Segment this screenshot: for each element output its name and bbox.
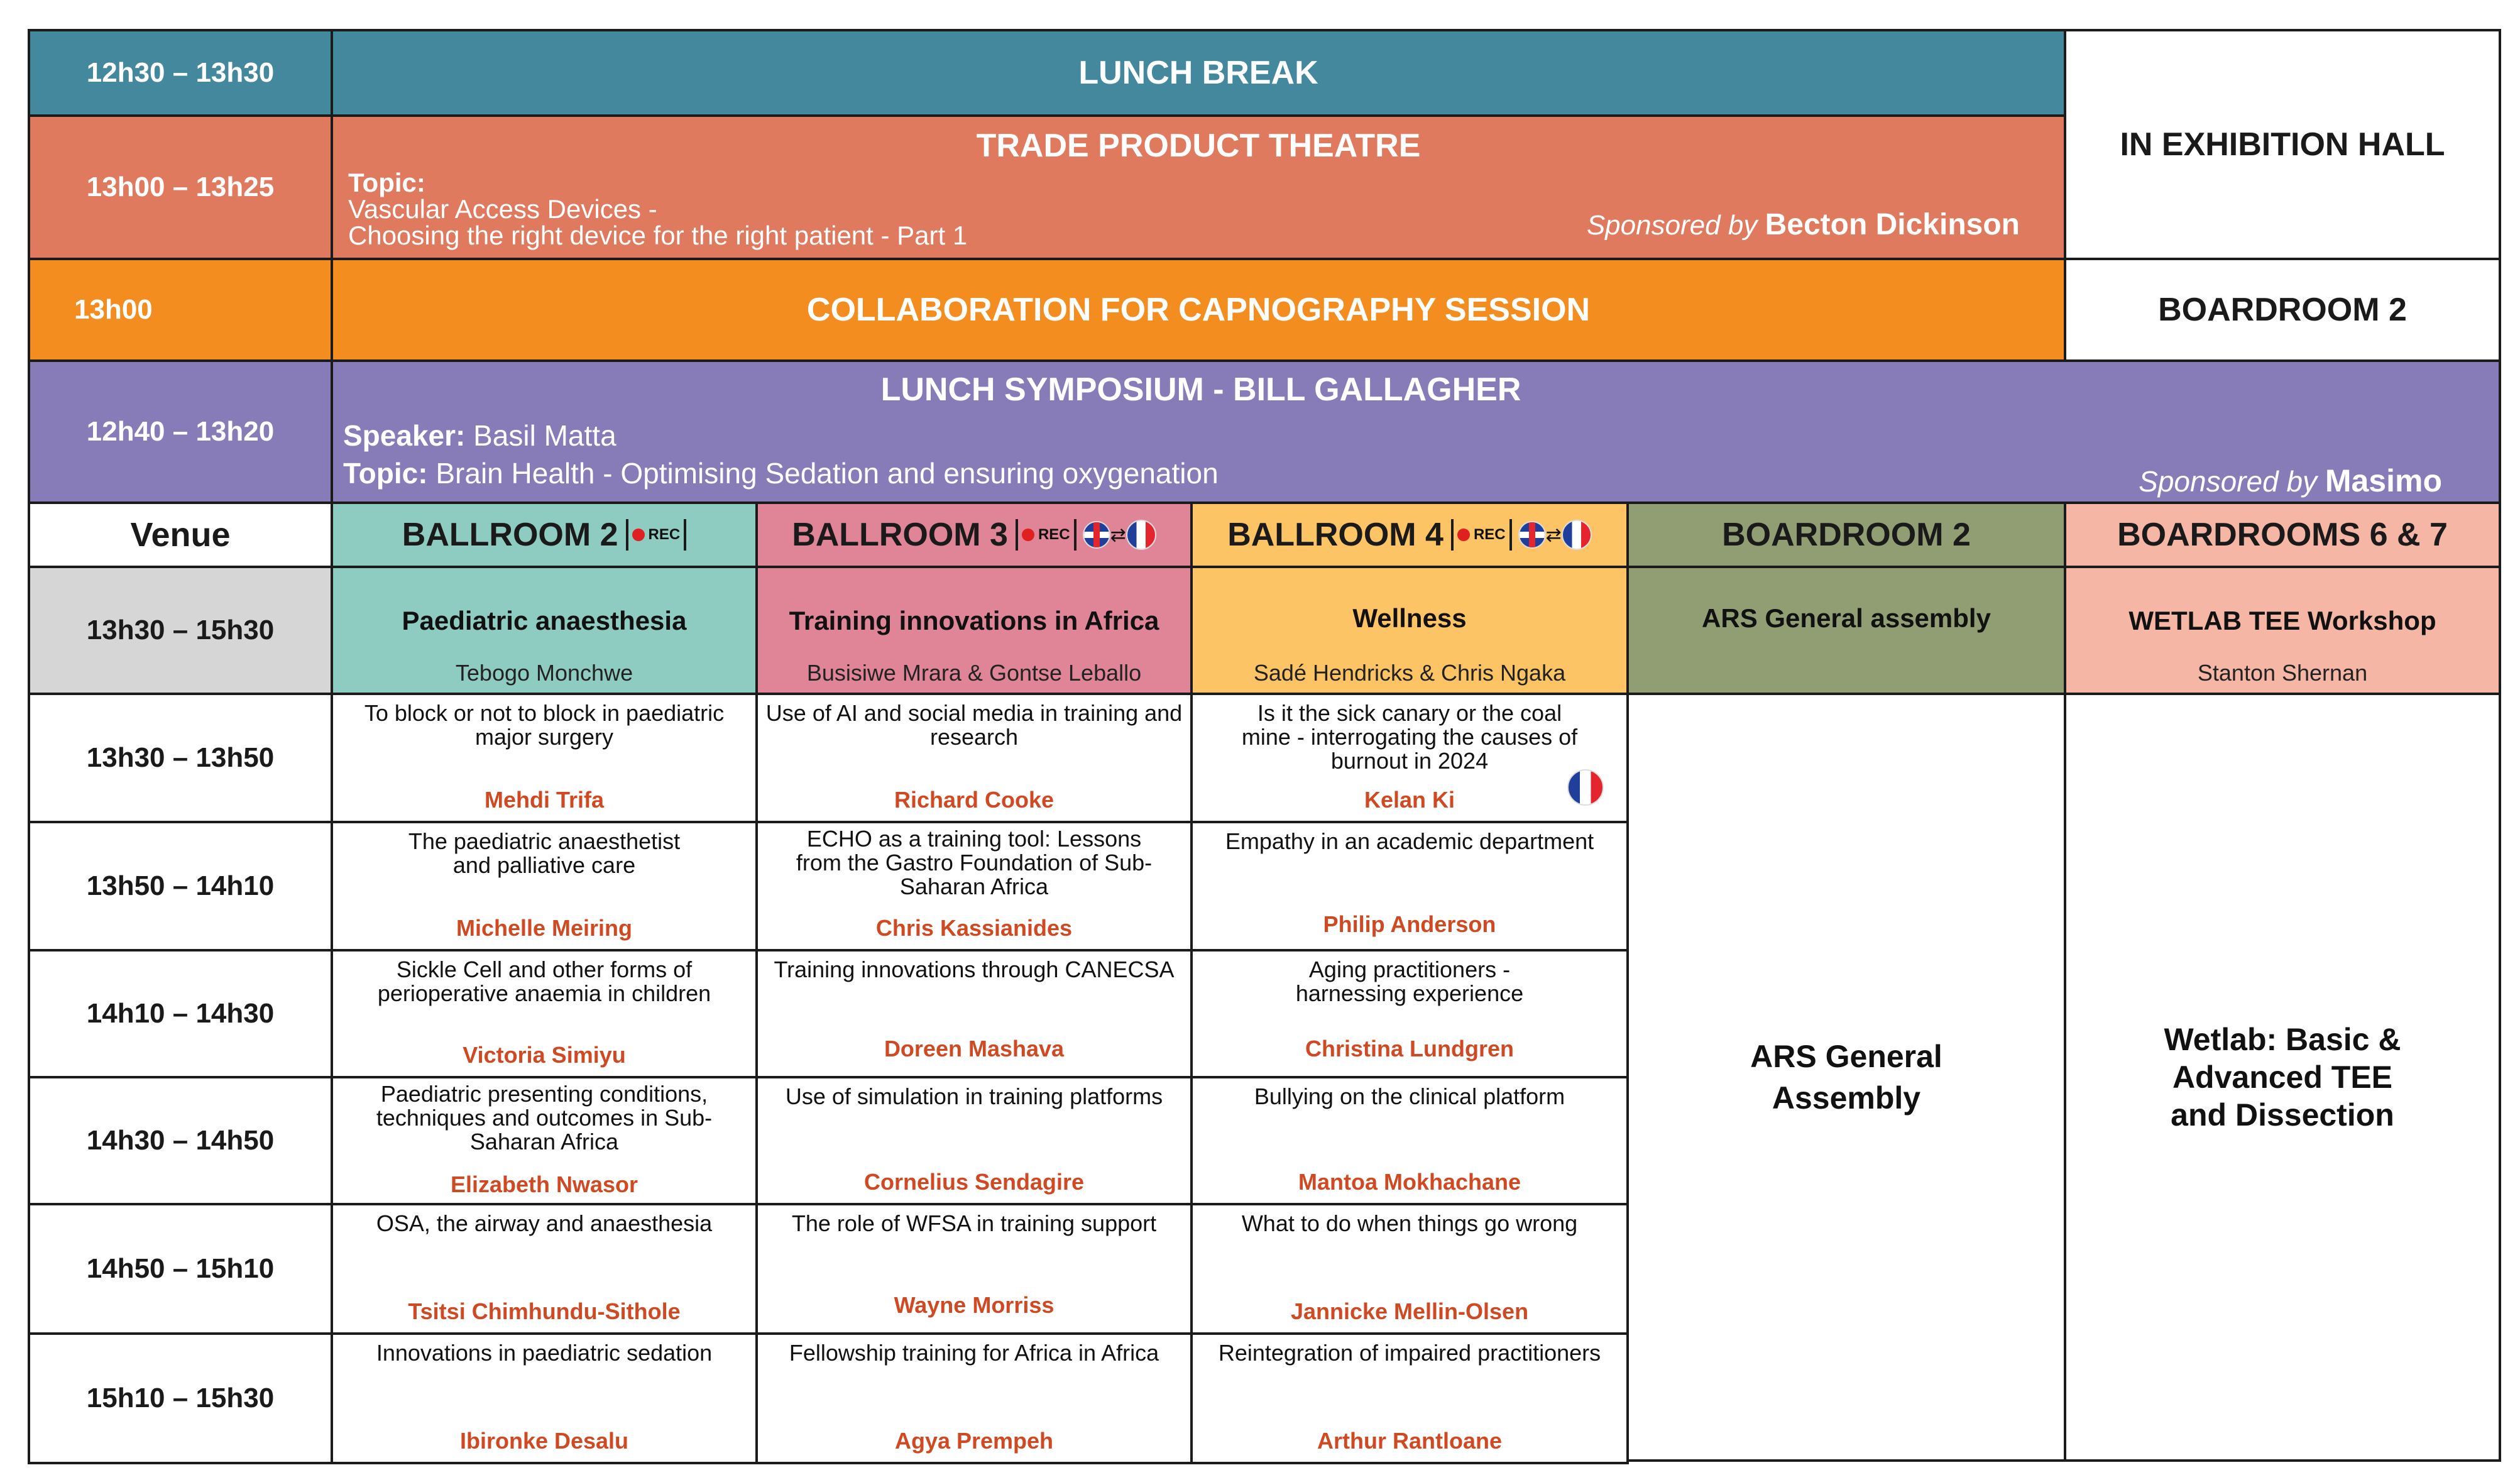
swap-arrow-icon: ⇄ — [1110, 524, 1126, 546]
talk-cell — [1190, 1076, 1629, 1205]
venue-ballroom-4 — [1190, 502, 1629, 568]
talk-speaker: Tsitsi Chimhundu-Sithole — [408, 1298, 681, 1324]
venue-label-cell — [28, 502, 333, 568]
talk-title: Bullying on the clinical platform — [1254, 1083, 1565, 1109]
talk-cell — [755, 693, 1193, 823]
slot-time-cell — [28, 949, 333, 1078]
translation-icon — [1083, 520, 1156, 550]
talk-cell — [331, 693, 758, 823]
talk-title: Training innovations through CANECSA — [774, 957, 1175, 982]
session-boardrooms-6-7 — [2064, 566, 2501, 695]
session-ballroom-3 — [755, 566, 1193, 695]
session-title: ARS General assembly — [1702, 603, 1991, 633]
talk-speaker: Mantoa Mokhachane — [1298, 1169, 1521, 1195]
trade-title: TRADE PRODUCT THEATRE — [976, 128, 1421, 164]
slot-time: 15h10 – 15h30 — [86, 1383, 275, 1413]
venue-ballroom-4-label: BALLROOM 4 — [1227, 517, 1444, 553]
talk-cell — [331, 1203, 758, 1335]
talk-cell — [1190, 821, 1629, 951]
rec-badge — [1016, 519, 1076, 551]
lunch-break-time-text: 12h30 – 13h30 — [86, 57, 275, 88]
capno-session-cell — [331, 258, 2066, 362]
talk-title: To block or not to block in paediatric major surgery — [364, 700, 725, 750]
venue-boardroom-2-label: BOARDROOM 2 — [1722, 517, 1971, 553]
talk-title: Paediatric presenting conditions, techniques and outcomes in Sub-Saharan Africa — [376, 1081, 713, 1154]
session-title: WETLAB TEE Workshop — [2128, 606, 2436, 635]
talk-speaker: Cornelius Sendagire — [863, 1169, 1085, 1195]
talk-cell — [331, 949, 758, 1078]
talk-speaker: Richard Cooke — [894, 787, 1055, 813]
talk-speaker: Philip Anderson — [1323, 911, 1496, 937]
talk-title: Reintegration of impaired practitioners — [1218, 1340, 1601, 1366]
exhibition-hall-label: IN EXHIBITION HALL — [2120, 126, 2445, 163]
session-title: Training innovations in Africa — [789, 606, 1159, 635]
venue-ballroom-3 — [755, 502, 1193, 568]
venue-label: Venue — [130, 516, 231, 554]
symposium-speaker — [343, 419, 616, 452]
venue-ballroom-3-label: BALLROOM 3 — [792, 517, 1008, 553]
capno-time-text: 13h00 — [74, 294, 153, 325]
trade-theatre-cell — [331, 114, 2066, 260]
slot-time: 14h50 – 15h10 — [86, 1253, 275, 1284]
rec-label: REC — [1038, 526, 1070, 543]
venue-boardrooms-6-7-label: BOARDROOMS 6 & 7 — [2117, 517, 2448, 553]
session-chair: Stanton Shernan — [2197, 660, 2368, 686]
symposium-speaker-name: Basil Matta — [473, 419, 616, 452]
france-flag-icon — [1567, 769, 1604, 806]
session-time: 13h30 – 15h30 — [86, 615, 275, 645]
talk-title: Use of simulation in training platforms — [785, 1083, 1163, 1109]
lunch-break-banner — [331, 29, 2066, 117]
session-chair: Tebogo Monchwe — [455, 660, 633, 686]
session-chair: Busisiwe Mrara & Gontse Leballo — [806, 660, 1142, 686]
trade-sponsor-name: Becton Dickinson — [1765, 208, 2020, 241]
talk-speaker: Chris Kassianides — [875, 915, 1073, 941]
session-title: Wellness — [1352, 603, 1467, 633]
trade-time — [28, 114, 333, 260]
slot-time: 13h30 – 13h50 — [86, 742, 275, 773]
wetlab-label: Wetlab: Basic & Advanced TEE and Dissection — [2164, 1022, 2401, 1132]
talk-speaker: Ibironke Desalu — [459, 1428, 629, 1454]
swap-arrow-icon: ⇄ — [1545, 524, 1562, 546]
talk-title: The role of WFSA in training support — [791, 1210, 1157, 1236]
slot-time: 14h10 – 14h30 — [86, 998, 275, 1029]
venue-ballroom-2-label: BALLROOM 2 — [402, 517, 618, 553]
talk-title: Fellowship training for Africa in Africa — [789, 1340, 1159, 1366]
capno-room-cell — [2064, 258, 2501, 362]
talk-title: The paediatric anaesthetist and palliative care — [408, 828, 681, 878]
slot-time: 13h50 – 14h10 — [86, 870, 275, 901]
talk-speaker: Michelle Meiring — [456, 915, 633, 941]
talk-cell — [1190, 1203, 1629, 1335]
symposium-speaker-label: Speaker: — [343, 419, 466, 452]
trade-time-text: 13h00 – 13h25 — [86, 172, 275, 202]
rec-label: REC — [1473, 526, 1506, 543]
trade-topic — [348, 170, 967, 249]
talk-title: Aging practitioners - harnessing experience — [1295, 957, 1524, 1006]
symposium-sponsored-label: Sponsored by — [2139, 465, 2318, 498]
talk-title: Use of AI and social media in training and research — [765, 700, 1183, 750]
talk-speaker: Doreen Mashava — [884, 1036, 1065, 1061]
rec-badge — [1451, 519, 1512, 551]
session-title: Paediatric anaesthesia — [402, 606, 687, 635]
trade-topic-line2: Choosing the right device for the right patient - Part 1 — [348, 221, 968, 250]
talk-cell — [331, 1332, 758, 1464]
talk-title: ECHO as a training tool: Lessons from the Gastro Foundation of Sub-Saharan Africa — [796, 826, 1153, 899]
france-flag-icon — [1126, 520, 1156, 550]
lunch-break-time — [28, 29, 333, 117]
uk-flag-icon — [1083, 521, 1110, 549]
talk-cell — [755, 821, 1193, 951]
talk-cell — [331, 821, 758, 951]
symposium-topic — [343, 456, 1219, 490]
symposium-sponsor-name: Masimo — [2325, 463, 2442, 498]
talk-title: Empathy in an academic department — [1225, 828, 1594, 854]
talk-title: OSA, the airway and anaesthesia — [376, 1210, 713, 1236]
symposium-topic-text: Brain Health - Optimising Sedation and ensuring oxygenation — [436, 457, 1219, 490]
rec-label: REC — [648, 526, 681, 543]
rec-dot-icon — [632, 529, 645, 541]
ars-assembly-label: ARS General Assembly — [1750, 1039, 1942, 1116]
talk-title: Is it the sick canary or the coal mine - interrogating the causes of burnout in 2024 — [1241, 700, 1578, 774]
talk-speaker: Kelan Ki — [1364, 787, 1455, 813]
venue-boardroom-2 — [1626, 502, 2066, 568]
trade-topic-label: Topic: — [348, 168, 425, 197]
talk-speaker: Agya Prempeh — [894, 1428, 1054, 1454]
capno-time — [28, 258, 333, 362]
session-time-cell — [28, 566, 333, 695]
translation-icon — [1518, 520, 1592, 550]
session-ballroom-2 — [331, 566, 758, 695]
talk-title: Sickle Cell and other forms of perioperative anaemia in children — [377, 957, 711, 1006]
talk-speaker: Wayne Morriss — [894, 1292, 1055, 1318]
talk-cell — [755, 1203, 1193, 1335]
trade-sponsored-label: Sponsored by — [1586, 210, 1758, 241]
rec-badge — [626, 519, 687, 551]
uk-flag-icon — [1518, 521, 1546, 549]
slot-time-cell — [28, 1332, 333, 1464]
talk-cell — [1190, 693, 1629, 823]
exhibition-hall-cell — [2064, 29, 2501, 260]
capno-title: COLLABORATION FOR CAPNOGRAPHY SESSION — [806, 292, 1591, 328]
talk-speaker: Jannicke Mellin-Olsen — [1290, 1298, 1529, 1324]
talk-cell — [1190, 949, 1629, 1078]
symposium-sponsor — [2139, 463, 2442, 499]
slot-time-cell — [28, 693, 333, 823]
slot-time-cell — [28, 1203, 333, 1335]
trade-sponsor — [1587, 207, 2020, 242]
capno-room: BOARDROOM 2 — [2158, 292, 2407, 328]
talk-cell — [755, 1076, 1193, 1205]
rec-dot-icon — [1457, 529, 1470, 541]
trade-topic-line1: Vascular Access Devices - — [348, 194, 657, 224]
wetlab-block — [2064, 693, 2501, 1462]
talk-speaker: Elizabeth Nwasor — [450, 1171, 638, 1197]
talk-speaker: Arthur Rantloane — [1317, 1428, 1502, 1454]
talk-cell — [755, 1332, 1193, 1464]
venue-boardrooms-6-7 — [2064, 502, 2501, 568]
slot-time: 14h30 – 14h50 — [86, 1125, 275, 1156]
ars-assembly-block — [1626, 693, 2066, 1462]
talk-title: What to do when things go wrong — [1241, 1210, 1578, 1236]
talk-cell — [755, 949, 1193, 1078]
talk-speaker: Mehdi Trifa — [484, 787, 605, 813]
symposium-title: LUNCH SYMPOSIUM - BILL GALLAGHER — [880, 371, 1521, 408]
rec-dot-icon — [1022, 529, 1034, 541]
session-boardroom-2 — [1626, 566, 2066, 695]
talk-speaker: Victoria Simiyu — [463, 1042, 626, 1068]
symposium-time-text: 12h40 – 13h20 — [86, 416, 275, 447]
symposium-cell — [331, 359, 2501, 504]
venue-ballroom-2 — [331, 502, 758, 568]
lunch-break-title: LUNCH BREAK — [1078, 55, 1318, 91]
talk-cell — [331, 1076, 758, 1205]
session-ballroom-4 — [1190, 566, 1629, 695]
session-chair: Sadé Hendricks & Chris Ngaka — [1253, 660, 1566, 686]
france-flag-icon — [1562, 520, 1592, 550]
talk-title: Innovations in paediatric sedation — [376, 1340, 713, 1366]
slot-time-cell — [28, 1076, 333, 1205]
talk-cell — [1190, 1332, 1629, 1464]
talk-speaker: Christina Lundgren — [1305, 1036, 1514, 1061]
symposium-topic-label: Topic: — [343, 457, 428, 490]
symposium-time — [28, 359, 333, 504]
slot-time-cell — [28, 821, 333, 951]
